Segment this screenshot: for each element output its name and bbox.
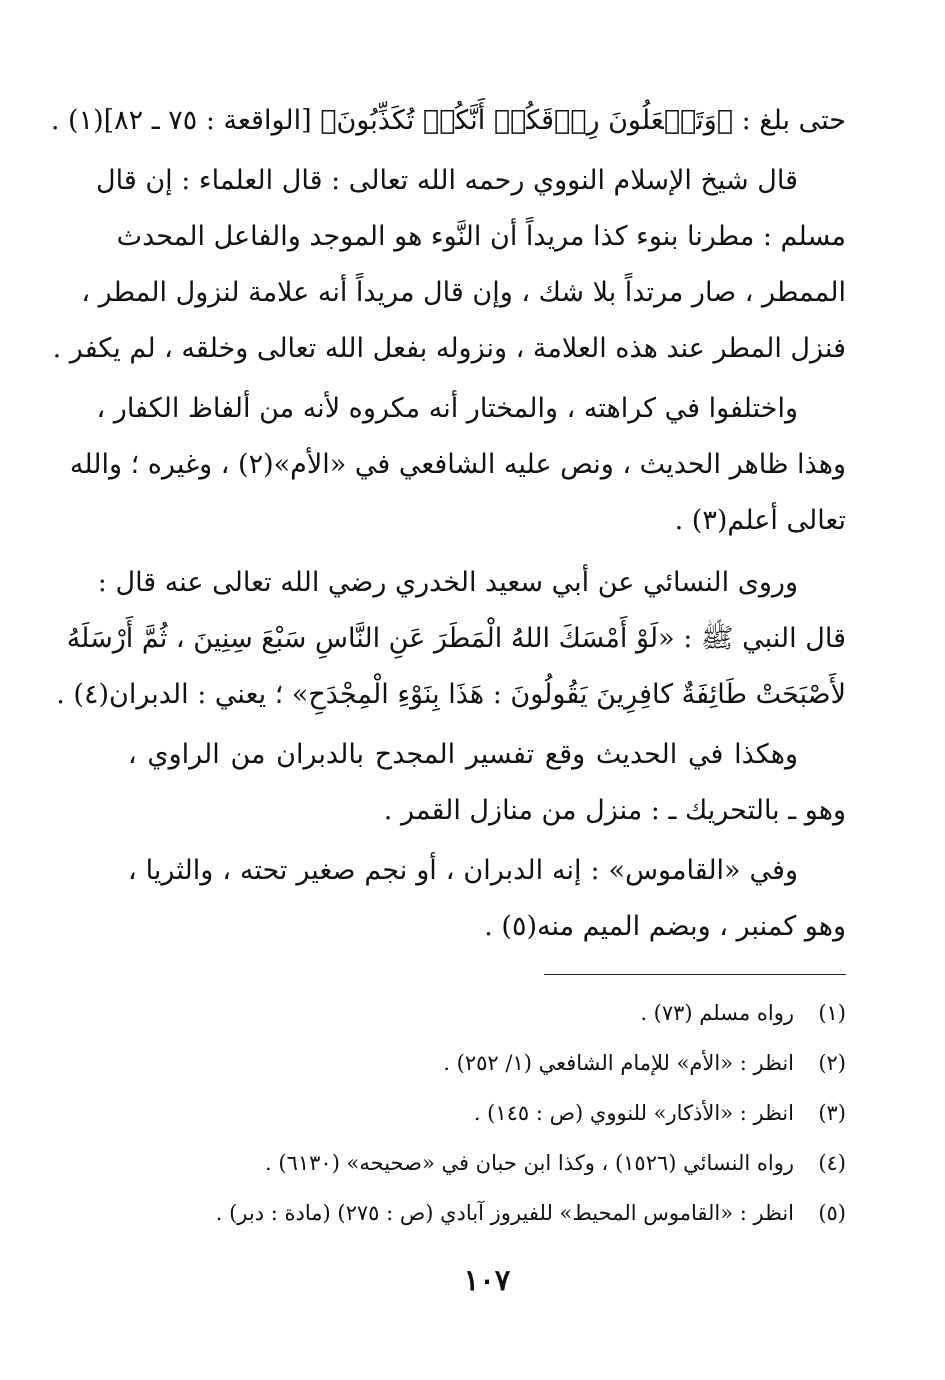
footnote-text: انظر : «الأذكار» للنووي (ص : ١٤٥) . [473, 1101, 794, 1125]
text-line: وهو ـ بالتحريك ـ : منزل من منازل القمر . [383, 795, 846, 826]
footnote-number: (١) [818, 1001, 846, 1025]
footnote-text: رواه مسلم (٧٣) . [640, 1001, 794, 1025]
text-line: مسلم : مطرنا بنوء كذا مريداً أن النَّوء هو الموجد والفاعل المحدث [116, 221, 846, 252]
footnote [128, 1048, 846, 1080]
page [50, 0, 846, 1380]
text-line: واختلفوا في كراهته ، والمختار أنه مكروه لأنه من ألفاظ الكفار ، [96, 393, 798, 424]
footnote-separator [544, 974, 846, 975]
text-line: قال شيخ الإسلام النووي رحمه الله تعالى : قال العلماء : إن قال [96, 165, 798, 196]
footnote-number: (٢) [818, 1051, 846, 1075]
page-number: ١٠٧ [463, 1263, 511, 1297]
footnote-number: (٣) [818, 1101, 846, 1125]
footnote-number: (٥) [818, 1201, 846, 1225]
text-line: وروى النسائي عن أبي سعيد الخدري رضي الله تعالى عنه قال : [97, 567, 798, 598]
text-line: وفي «القاموس» : إنه الدبران ، أو نجم صغير تحته ، والثريا ، [128, 855, 798, 886]
text-line: الممطر ، صار مرتداً بلا شك ، وإن قال مريداً أنه علامة لنزول المطر ، [81, 277, 846, 308]
footnote-text: انظر : «الأم» للإمام الشافعي (١/ ٢٥٢) . [443, 1051, 794, 1075]
text-line: لأَصْبَحَتْ طَائِفَةٌ كافِرِينَ يَقُولُونَ : هَذَا بِنَوْءِ الْمِجْدَحِ» ؛ يعني : الدبران(٤) . [56, 679, 846, 710]
footnote [128, 1098, 846, 1130]
footnote [128, 998, 846, 1030]
footnote [128, 1198, 846, 1230]
footnote-text: انظر : «القاموس المحيط» للفيروز آبادي (ص : ٢٧٥) (مادة : دبر) . [215, 1201, 794, 1225]
text-line: حتى بلغ : ﴿وَتَجۡعَلُونَ رِزۡقَكُمۡ أَنَّكُمۡ تُكَذِّبُونَ﴾ [الواقعة : ٧٥ ـ ٨٢](١) . [50, 105, 846, 136]
text-line: فنزل المطر عند هذه العلامة ، ونزوله بفعل الله تعالى وخلقه ، لم يكفر . [52, 333, 846, 364]
text-line: وهذا ظاهر الحديث ، ونص عليه الشافعي في «الأم»(٢) ، وغيره ؛ والله [69, 449, 846, 480]
footnote-number: (٤) [818, 1151, 846, 1175]
footnote-text: رواه النسائي (١٥٢٦) ، وكذا ابن حبان في «صحيحه» (٦١٣٠) . [265, 1151, 794, 1175]
text-line: وهكذا في الحديث وقع تفسير المجدح بالدبران من الراوي ، [128, 739, 798, 770]
footnote [128, 1148, 846, 1180]
text-line: قال النبي ﷺ : «لَوْ أَمْسَكَ اللهُ الْمَطَرَ عَنِ النَّاسِ سَبْعَ سِنِينَ ، ثُمَّ أَرْسَلَهُ [66, 623, 846, 654]
text-line: تعالى أعلم(٣) . [674, 505, 846, 536]
text-line: وهو كمنبر ، وبضم الميم منه(٥) . [484, 911, 846, 942]
